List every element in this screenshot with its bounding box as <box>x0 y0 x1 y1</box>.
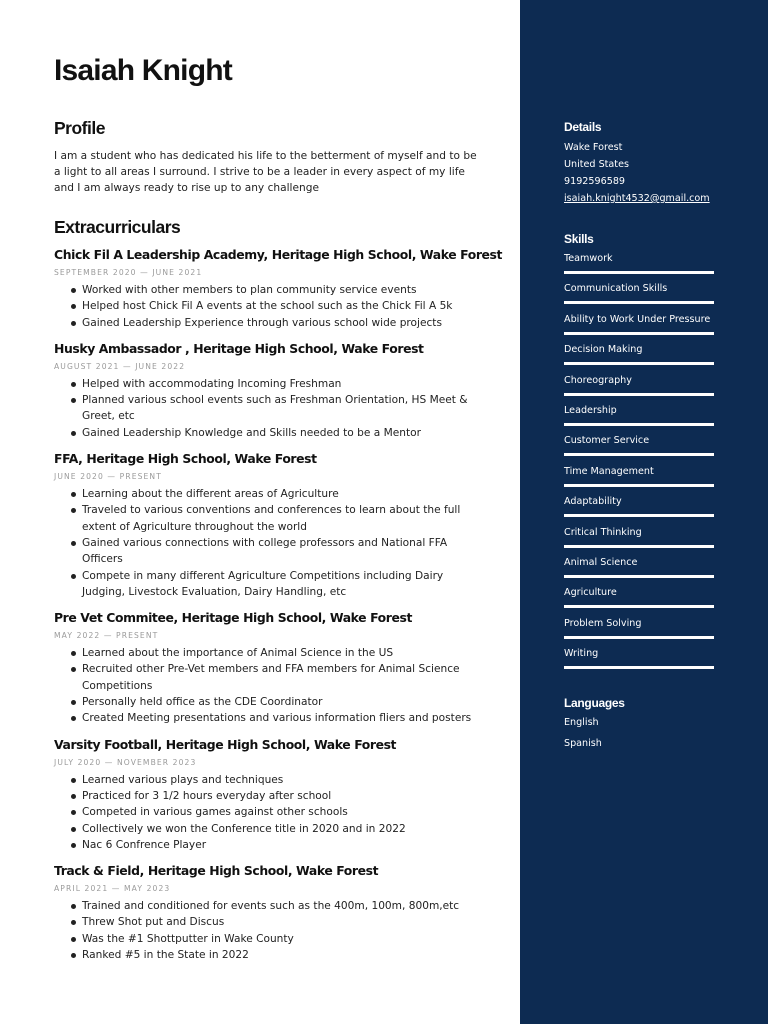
details-email-link[interactable]: isaiah.knight4532@gmail.com <box>564 193 710 204</box>
bullet-item: Planned various school events such as Freshman Orientation, HS Meet & Greet, etc <box>54 392 480 425</box>
bullet-item: Helped with accommodating Incoming Freshman <box>54 376 480 392</box>
skill-level-bar <box>564 423 714 426</box>
skill-level-fill <box>564 514 714 517</box>
bullet-item: Gained Leadership Experience through various school wide projects <box>54 315 480 331</box>
skill-item <box>564 343 714 373</box>
languages-heading: Languages <box>564 696 625 710</box>
language-item: Spanish <box>564 738 602 749</box>
sidebar <box>520 0 768 1024</box>
skill-item <box>564 647 714 677</box>
bullet-item: Practiced for 3 1/2 hours everyday after school <box>54 788 480 804</box>
extracurriculars-heading: Extracurriculars <box>54 217 181 237</box>
bullet-item: Learning about the different areas of Agriculture <box>54 486 480 502</box>
entry-date: SEPTEMBER 2020 — JUNE 2021 <box>54 268 203 277</box>
skill-level-bar <box>564 362 714 365</box>
skill-level-bar <box>564 575 714 578</box>
details-heading: Details <box>564 120 602 134</box>
bullet-item: Created Meeting presentations and various information fliers and posters <box>54 710 480 726</box>
bullet-item: Traveled to various conventions and conferences to learn about the full extent of Agriculture throughout the world <box>54 502 480 535</box>
entry-date: AUGUST 2021 — JUNE 2022 <box>54 361 186 371</box>
skill-level-fill <box>564 575 714 578</box>
bullet-item: Learned various plays and techniques <box>54 772 480 788</box>
bullet-item: Ranked #5 in the State in 2022 <box>54 947 480 963</box>
skill-item <box>564 526 714 556</box>
skill-name: Choreography <box>564 374 632 386</box>
skill-name: Animal Science <box>564 556 638 568</box>
bullet-item: Worked with other members to plan community service events <box>54 282 480 298</box>
entry-date: APRIL 2021 — MAY 2023 <box>54 884 171 894</box>
skill-item <box>564 313 714 343</box>
entry-title: Chick Fil A Leadership Academy, Heritage High School, Wake Forest <box>54 247 503 262</box>
skill-level-fill <box>564 666 714 669</box>
skill-name: Decision Making <box>564 344 643 356</box>
skill-name: Communication Skills <box>564 283 668 295</box>
skill-level-bar <box>564 393 714 396</box>
bullet-item: Compete in many different Agriculture Competitions including Dairy Judging, Livestock Evaluation, Dairy Handling, etc <box>54 568 480 601</box>
skill-level-fill <box>564 484 714 487</box>
skill-name: Leadership <box>564 404 617 416</box>
skill-item <box>564 617 714 647</box>
skill-name: Adaptability <box>564 496 622 508</box>
skill-level-fill <box>564 332 714 335</box>
entry-bullets <box>54 282 494 331</box>
skill-item <box>564 495 714 525</box>
bullet-item: Personally held office as the CDE Coordinator <box>54 694 480 710</box>
skill-item <box>564 282 714 312</box>
skill-level-bar <box>564 636 714 639</box>
skill-name: Teamwork <box>564 253 613 264</box>
skill-item <box>564 404 714 434</box>
skill-item <box>564 465 714 495</box>
skill-item <box>564 556 714 586</box>
extracurricular-entry <box>54 450 494 600</box>
bullet-item: Was the #1 Shottputter in Wake County <box>54 931 480 947</box>
skill-level-bar <box>564 301 714 304</box>
bullet-item: Threw Shot put and Discus <box>54 914 480 930</box>
skill-level-fill <box>564 545 714 548</box>
skills-heading: Skills <box>564 232 594 246</box>
extracurricular-entry <box>54 736 494 853</box>
skill-name: Critical Thinking <box>564 526 642 538</box>
skill-level-fill <box>564 636 714 639</box>
bullet-item: Nac 6 Confrence Player <box>54 837 480 853</box>
entry-date: JUNE 2020 — PRESENT <box>54 472 162 482</box>
skill-level-bar <box>564 514 714 517</box>
skill-level-fill <box>564 605 714 608</box>
skill-name: Time Management <box>564 465 654 477</box>
extracurricular-entry <box>54 609 494 726</box>
skill-level-fill <box>564 301 714 304</box>
bullet-item: Recruited other Pre-Vet members and FFA members for Animal Science Competitions <box>54 661 480 694</box>
skill-level-bar <box>564 271 714 274</box>
skill-item <box>564 374 714 404</box>
skill-level-bar <box>564 332 714 335</box>
entry-bullets <box>54 486 494 600</box>
skill-level-fill <box>564 453 714 456</box>
skill-level-fill <box>564 271 714 274</box>
skill-level-fill <box>564 393 714 396</box>
bullet-item: Trained and conditioned for events such as the 400m, 100m, 800m,etc <box>54 898 480 914</box>
details-phone: 9192596589 <box>564 176 626 187</box>
skill-level-bar <box>564 605 714 608</box>
skill-level-bar <box>564 666 714 669</box>
bullet-item: Learned about the importance of Animal Science in the US <box>54 645 480 661</box>
extracurricular-entry <box>54 340 494 441</box>
skill-level-fill <box>564 423 714 426</box>
details-country: United States <box>564 159 629 170</box>
extracurricular-entry <box>54 246 503 331</box>
entry-title: Track & Field, Heritage High School, Wake Forest <box>54 863 379 879</box>
skill-level-bar <box>564 484 714 487</box>
candidate-name: Isaiah Knight <box>54 54 232 87</box>
bullet-item: Gained Leadership Knowledge and Skills needed to be a Mentor <box>54 425 480 441</box>
skill-name: Problem Solving <box>564 617 642 629</box>
entry-title: Varsity Football, Heritage High School, Wake Forest <box>54 736 397 752</box>
entry-bullets <box>54 898 494 963</box>
skill-item <box>564 252 714 282</box>
bullet-item: Gained various connections with college professors and National FFA Officers <box>54 535 480 568</box>
language-item: English <box>564 717 599 728</box>
skills-list <box>564 252 714 677</box>
skill-item <box>564 586 714 616</box>
profile-text: I am a student who has dedicated his life to the betterment of myself and to be a light to all areas I surround. I strive to be a leader in every aspect of my life and I am always ready to rise up to any challenge <box>54 150 477 194</box>
skill-name: Agriculture <box>564 587 617 599</box>
profile-heading: Profile <box>54 118 105 138</box>
bullet-item: Helped host Chick Fil A events at the school such as the Chick Fil A 5k <box>54 298 480 314</box>
skill-level-bar <box>564 453 714 456</box>
bullet-item: Collectively we won the Conference title in 2020 and in 2022 <box>54 821 480 837</box>
extracurriculars-list <box>54 246 503 972</box>
entry-date: JULY 2020 — NOVEMBER 2023 <box>54 757 197 767</box>
entry-title: FFA, Heritage High School, Wake Forest <box>54 451 317 467</box>
skill-name: Customer Service <box>564 435 650 447</box>
entry-bullets <box>54 376 494 441</box>
skill-level-bar <box>564 545 714 548</box>
skill-name: Writing <box>564 648 599 660</box>
entry-title: Husky Ambassador , Heritage High School, Wake Forest <box>54 340 424 356</box>
entry-bullets <box>54 645 494 726</box>
extracurricular-entry <box>54 862 494 963</box>
entry-title: Pre Vet Commitee, Heritage High School, Wake Forest <box>54 610 412 626</box>
bullet-item: Competed in various games against other schools <box>54 804 480 820</box>
skill-level-fill <box>564 362 714 365</box>
skill-name: Ability to Work Under Pressure <box>564 313 711 325</box>
entry-date: MAY 2022 — PRESENT <box>54 631 159 641</box>
entry-bullets <box>54 772 494 853</box>
details-city: Wake Forest <box>564 142 623 153</box>
skill-item <box>564 434 714 464</box>
